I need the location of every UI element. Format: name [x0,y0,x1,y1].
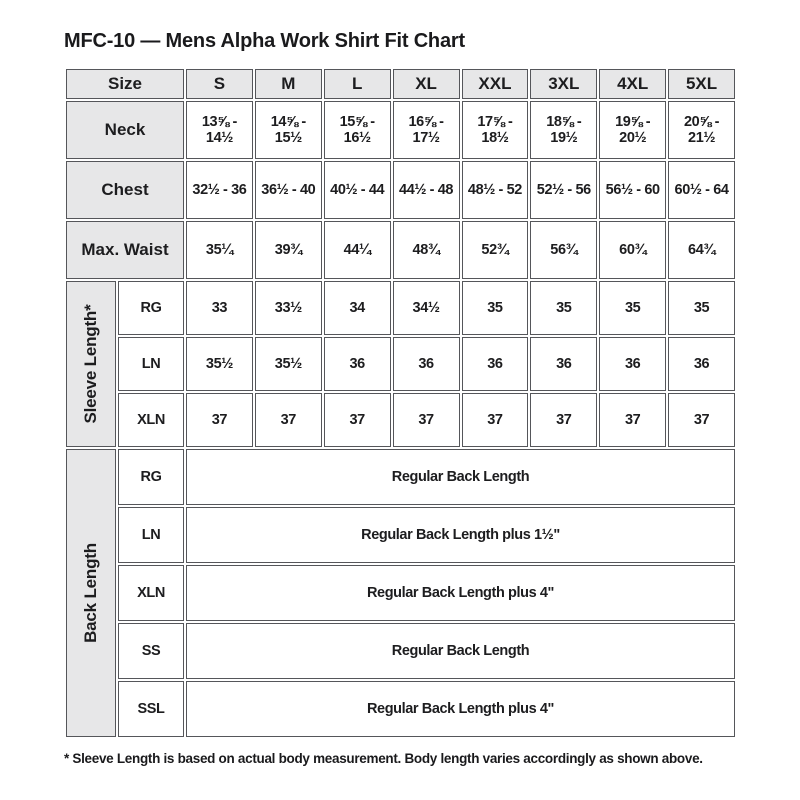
neck-value: 19⅝ - 20½ [599,101,666,159]
back-ss-sublabel: SS [118,623,184,679]
neck-value: 15⅝ - 16½ [324,101,391,159]
sleeve-rg-sublabel: RG [118,281,184,335]
sleeve-xln-value: 37 [186,393,253,447]
size-header-cell: Size [66,69,184,99]
neck-row [66,101,735,159]
max-waist-value: 35¼ [186,221,253,279]
sleeve-rg-value: 34 [324,281,391,335]
chest-row [66,161,735,219]
sleeve-rg-value: 35 [462,281,529,335]
back-ln-sublabel: LN [118,507,184,563]
sleeve-length-group-label [66,281,116,447]
sleeve-ln-value: 36 [668,337,735,391]
max-waist-row-label: Max. Waist [66,221,184,279]
neck-value: 14⅝ - 15½ [255,101,322,159]
page-title: MFC-10 — Mens Alpha Work Shirt Fit Chart [64,30,465,52]
max-waist-value: 48¾ [393,221,460,279]
back-length-vertical-text: Back Length [81,543,100,643]
sleeve-xln-sublabel: XLN [118,393,184,447]
chest-row-label: Chest [66,161,184,219]
chest-value: 32½ - 36 [186,161,253,219]
sleeve-xln-row [66,393,735,447]
neck-value: 13⅝ - 14½ [186,101,253,159]
chest-value: 36½ - 40 [255,161,322,219]
sleeve-ln-value: 35½ [186,337,253,391]
neck-value: 17⅝ - 18½ [462,101,529,159]
max-waist-value: 64¾ [668,221,735,279]
back-ln-description: Regular Back Length plus 1½" [186,507,735,563]
back-xln-description: Regular Back Length plus 4" [186,565,735,621]
size-col-header-s: S [186,69,253,99]
sleeve-rg-value: 35 [530,281,597,335]
sleeve-rg-value: 34½ [393,281,460,335]
footnote: * Sleeve Length is based on actual body measurement. Body length varies accordingly as shown above. [64,751,703,766]
sleeve-ln-value: 35½ [255,337,322,391]
max-waist-value: 44¼ [324,221,391,279]
sleeve-ln-value: 36 [393,337,460,391]
size-col-header-3xl: 3XL [530,69,597,99]
back-ssl-description: Regular Back Length plus 4" [186,681,735,737]
size-col-header-5xl: 5XL [668,69,735,99]
sleeve-ln-row [66,337,735,391]
sleeve-length-vertical-text: Sleeve Length* [81,304,100,424]
size-col-header-l: L [324,69,391,99]
max-waist-value: 56¾ [530,221,597,279]
size-col-header-4xl: 4XL [599,69,666,99]
sleeve-ln-sublabel: LN [118,337,184,391]
sleeve-ln-value: 36 [324,337,391,391]
back-xln-row [66,565,735,621]
back-ln-row [66,507,735,563]
neck-value: 18⅝ - 19½ [530,101,597,159]
sleeve-xln-value: 37 [530,393,597,447]
chest-value: 60½ - 64 [668,161,735,219]
chest-value: 44½ - 48 [393,161,460,219]
sleeve-ln-value: 36 [530,337,597,391]
chest-value: 40½ - 44 [324,161,391,219]
neck-value: 20⅝ - 21½ [668,101,735,159]
sleeve-xln-value: 37 [599,393,666,447]
sleeve-xln-value: 37 [324,393,391,447]
chest-value: 52½ - 56 [530,161,597,219]
sleeve-rg-value: 33½ [255,281,322,335]
sleeve-xln-value: 37 [462,393,529,447]
back-length-group-label [66,449,116,737]
sleeve-rg-value: 33 [186,281,253,335]
sleeve-xln-value: 37 [393,393,460,447]
sleeve-rg-value: 35 [668,281,735,335]
sleeve-rg-row [66,281,735,335]
back-rg-description: Regular Back Length [186,449,735,505]
max-waist-value: 60¾ [599,221,666,279]
back-rg-row [66,449,735,505]
size-col-header-xxl: XXL [462,69,529,99]
max-waist-value: 39¾ [255,221,322,279]
sleeve-xln-value: 37 [255,393,322,447]
back-ssl-row [66,681,735,737]
back-ssl-sublabel: SSL [118,681,184,737]
size-col-header-m: M [255,69,322,99]
size-col-header-xl: XL [393,69,460,99]
sleeve-xln-value: 37 [668,393,735,447]
sleeve-ln-value: 36 [462,337,529,391]
back-ss-description: Regular Back Length [186,623,735,679]
sleeve-ln-value: 36 [599,337,666,391]
back-ss-row [66,623,735,679]
back-xln-sublabel: XLN [118,565,184,621]
chest-value: 48½ - 52 [462,161,529,219]
neck-value: 16⅝ - 17½ [393,101,460,159]
neck-row-label: Neck [66,101,184,159]
chest-value: 56½ - 60 [599,161,666,219]
max-waist-row [66,221,735,279]
fit-chart-table [64,67,737,739]
sleeve-rg-value: 35 [599,281,666,335]
back-rg-sublabel: RG [118,449,184,505]
header-row [66,69,735,99]
max-waist-value: 52¾ [462,221,529,279]
